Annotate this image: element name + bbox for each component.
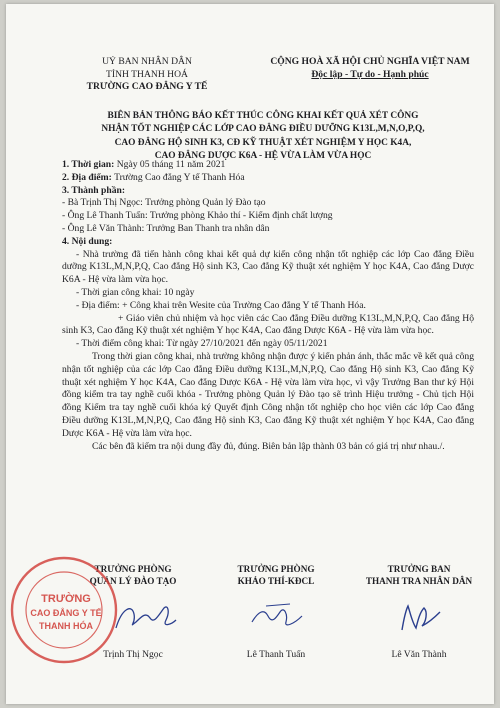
signer-role-line-1: TRƯỞNG PHÒNG: [94, 564, 172, 574]
document-body: [62, 159, 474, 453]
issuer-line-1: UỶ BAN NHÂN DÂN: [102, 56, 192, 67]
signature-testing: [208, 564, 344, 664]
content-paragraph: Các bên đã kiểm tra nội dung đầy đủ, đúng. Biên bản lập thành 03 bản có giá trị như nhau./.: [92, 440, 445, 452]
handwritten-signature: [246, 598, 306, 634]
document-title: [58, 110, 468, 164]
signer-role-line-1: TRƯỞNG PHÒNG: [237, 564, 315, 574]
content-paragraph: - Nhà trường đã tiến hành công khai kết quả dự kiến công nhận tốt nghiệp các lớp Cao đẳng Điều dưỡng K13L,M,N,P,Q, Cao đẳng Hộ sinh K3, Cao đẳng Kỹ thuật xét nghiệm Y học K4A, Cao đẳng Dược K6A - Hệ vừa làm vừa học.: [62, 248, 474, 286]
signature-inspection: [348, 564, 490, 664]
section-content-label: 4. Nội dung:: [62, 235, 113, 247]
stamp-line-2: CAO ĐẲNG Y TẾ: [30, 608, 102, 618]
signer-name: Lê Văn Thành: [391, 649, 447, 660]
section-place-value: Trường Cao đẳng Y tế Thanh Hóa: [111, 171, 245, 183]
signer-role-line-2: QUẢN LÝ ĐÀO TẠO: [89, 575, 177, 586]
document-page: [6, 4, 494, 704]
content-paragraph: - Địa điểm: + Công khai trên Wesite của Trường Cao đẳng Y tế Thanh Hóa.: [76, 299, 366, 311]
member-item: - Ông Lê Thanh Tuấn: Trưởng phòng Khảo thí - Kiểm định chất lượng: [62, 210, 333, 222]
member-item: - Bà Trịnh Thị Ngọc: Trưởng phòng Quản lý Đào tạo: [62, 197, 266, 209]
title-line-3: CAO ĐẲNG HỘ SINH K3, CĐ KỸ THUẬT XÉT NGHIỆM Y HỌC K4A,: [114, 137, 412, 148]
national-header: [252, 56, 488, 81]
signer-role-line-2: KHẢO THÍ-KĐCL: [237, 575, 315, 586]
national-motto: Độc lập - Tự do - Hạnh phúc: [311, 68, 429, 80]
content-paragraph: - Thời điểm công khai: Từ ngày 27/10/2021 đến ngày 05/11/2021: [76, 338, 328, 350]
section-time-label: 1. Thời gian:: [62, 159, 115, 170]
issuer-header: [62, 56, 232, 94]
handwritten-signature: [394, 598, 444, 638]
country-name: CỘNG HOÀ XÃ HỘI CHỦ NGHĨA VIỆT NAM: [270, 56, 470, 67]
official-stamp: [6, 552, 124, 670]
title-line-4: CAO ĐẲNG DƯỢC K6A - HỆ VỪA LÀM VỪA HỌC: [154, 151, 372, 162]
stamp-line-1: TRƯỜNG: [41, 593, 91, 605]
signer-role-line-1: TRƯỞNG BAN: [387, 564, 451, 574]
title-line-2: NHẬN TỐT NGHIỆP CÁC LỚP CAO ĐẲNG ĐIỀU DƯỠNG K13L,M,N,O,P,Q,: [101, 124, 425, 135]
member-item: - Ông Lê Văn Thành: Trưởng Ban Thanh tra nhân dân: [62, 222, 270, 234]
title-line-1: BIÊN BẢN THÔNG BÁO KẾT THÚC CÔNG KHAI KẾT QUẢ XÉT CÔNG: [107, 111, 419, 121]
section-time: [62, 159, 474, 172]
content-paragraph: Trong thời gian công khai, nhà trường không nhận được ý kiến phản ánh, thắc mắc về kết quả công nhận tốt nghiệp của các lớp Cao đẳng Điều dưỡng K13L,M,N,P,Q, Cao đẳng Hộ sinh K3, Cao đẳng Kỹ thuật xét nghiệm Y học K4A, Cao đẳng Dược K6A - Hệ vừa làm vừa học, vì vậy Trưởng Ban thư ký Hội đồng kiểm tra tay nghề cuối khóa - Trưởng phòng Quản lý Đào tạo sẽ trình Hiệu trưởng - Chủ tịch Hội đồng Kiểm tra tay nghề cuối khóa ký Quyết định Công nhận tốt nghiệp cho học viên các lớp Cao đẳng Điều dưỡng K13L,M,N,P,Q, Cao đẳng Hộ sinh K3, Cao đẳng Kỹ thuật xét nghiệm Y học K4A, Cao đẳng Dược K6A - Hệ vừa làm vừa học.: [62, 350, 474, 439]
content-paragraph: - Thời gian công khai: 10 ngày: [76, 286, 195, 298]
issuer-org: TRƯỜNG CAO ĐẲNG Y TẾ: [86, 81, 208, 92]
content-paragraph: + Giáo viên chủ nhiệm và học viên các Cao đẳng Điều dưỡng K13L,M,N,P,Q, Cao đẳng Hộ sinh K3, Cao đẳng Kỹ thuật xét nghiệm Y học K4A, Cao đẳng Dược K6A - Hệ vừa làm vừa học.: [62, 312, 474, 337]
signer-name: Lê Thanh Tuấn: [246, 649, 306, 660]
section-place: [62, 172, 474, 185]
section-place-label: 2. Địa điểm:: [62, 171, 112, 183]
issuer-line-2: TỈNH THANH HOÁ: [106, 68, 188, 80]
signer-name: Trịnh Thị Ngọc: [103, 649, 163, 660]
stamp-line-3: THANH HÓA: [39, 621, 93, 631]
signer-role-line-2: THANH TRA NHÂN DÂN: [365, 575, 473, 586]
section-time-value: Ngày 05 tháng 11 năm 2021: [114, 159, 226, 170]
section-members-label: 3. Thành phần:: [62, 184, 126, 196]
